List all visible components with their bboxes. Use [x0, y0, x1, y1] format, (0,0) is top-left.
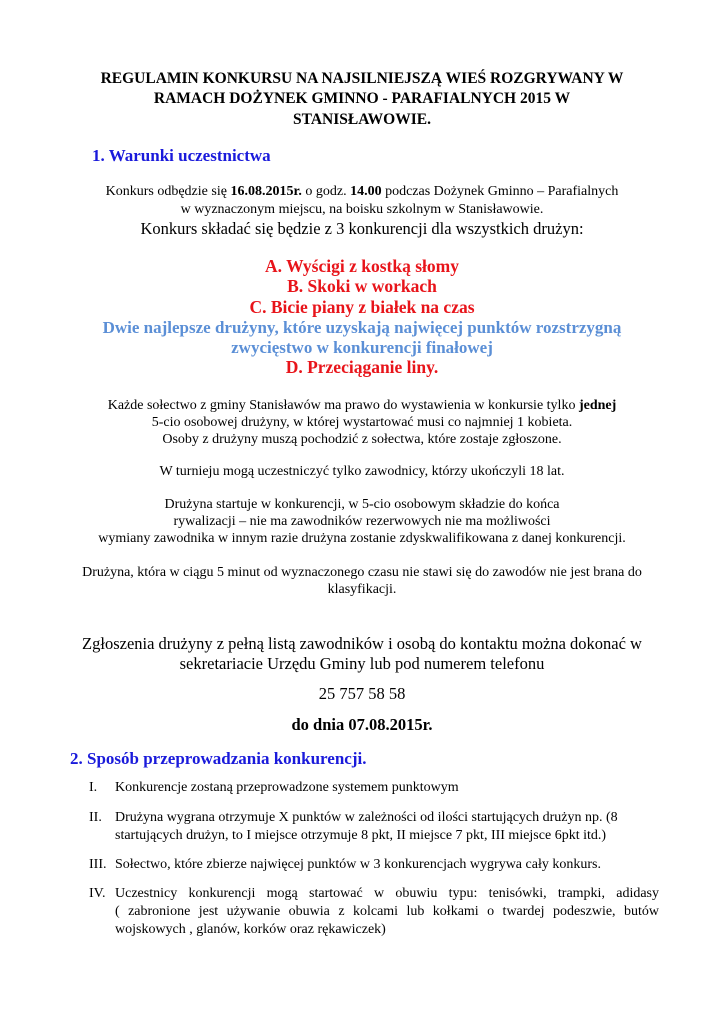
rule-3-line-2: rywalizacji – nie ma zawodników rezerwowych nie ma możliwości	[173, 514, 551, 529]
list-item-text: startujących drużyn, to I miejsce otrzymuje 8 pkt, II miejsce 7 pkt, III miejsce 6pkt itd.)	[115, 828, 607, 843]
list-item-text: Konkurencje zostaną przeprowadzone systemem punktowym	[115, 780, 459, 795]
rule-1-line-2: 5-cio osobowej drużyny, w której wystartować musi co najmniej 1 kobieta.	[151, 415, 573, 430]
intro-line-2: w wyznaczonym miejscu, na boisku szkolnym w Stanisławowie.	[180, 202, 544, 217]
document-title-line-3: STANISŁAWOWIE.	[293, 111, 431, 128]
list-item-text: ( zabronione jest używanie obuwia z kolcami lub kołkami o twardej podeszwie, butów	[115, 904, 659, 919]
list-item-text: Uczestnicy konkurencji mogą startować w obuwiu typu: tenisówki, trampki, adidasy	[115, 886, 659, 901]
registration-line-2: sekretariacie Urzędu Gminy lub pod numerem telefonu	[179, 654, 545, 673]
final-note-line-1: Dwie najlepsze drużyny, które uzyskają najwięcej punktów rozstrzygną	[102, 318, 622, 337]
intro-line-3: Konkurs składać się będzie z 3 konkurencji dla wszystkich drużyn:	[140, 219, 584, 238]
list-item-number: III.	[89, 857, 107, 872]
list-item-number: IV.	[89, 886, 106, 901]
event-date: 16.08.2015r.	[230, 184, 302, 199]
list-item	[89, 808, 659, 848]
document-title-line-2: RAMACH DOŻYNEK GMINNO - PARAFIALNYCH 2015 W	[153, 90, 571, 107]
list-item-number: II.	[89, 810, 102, 825]
deadline: do dnia 07.08.2015r.	[291, 715, 433, 734]
registration-line-1: Zgłoszenia drużyny z pełną listą zawodników i osobą do kontaktu można dokonać w	[82, 634, 642, 653]
intro-line-1: Konkurs odbędzie się 16.08.2015r. o godz. 14.00 podczas Dożynek Gminno – Parafialnych	[105, 184, 619, 199]
competition-b: B. Skoki w workach	[287, 276, 437, 296]
list-item	[89, 778, 659, 800]
rule-2: W turnieju mogą uczestniczyć tylko zawodnicy, którzy ukończyli 18 lat.	[159, 464, 565, 479]
rule-1-line-1: Każde sołectwo z gminy Stanisławów ma prawo do wystawienia w konkursie tylko jednej	[107, 398, 617, 413]
competition-c: C. Bicie piany z białek na czas	[249, 297, 475, 317]
list-item-number: I.	[89, 780, 98, 795]
rule-4-line-1: Drużyna, która w ciągu 5 minut od wyznaczonego czasu nie stawi się do zawodów nie jest brana do	[82, 565, 642, 580]
rule-3-line-3: wymiany zawodnika w innym razie drużyna zostanie zdyskwalifikowana z danej konkurencji.	[98, 531, 626, 546]
competition-d: D. Przeciąganie liny.	[285, 357, 439, 377]
rule-4-line-2: klasyfikacji.	[327, 582, 397, 597]
rule-3-line-1: Drużyna startuje w konkurencji, w 5-cio osobowym składzie do końca	[164, 497, 560, 512]
section-1-heading: 1. Warunki uczestnictwa	[92, 146, 271, 165]
list-item	[89, 884, 659, 944]
competition-a: A. Wyścigi z kostką słomy	[265, 256, 459, 276]
rule-1-line-3: Osoby z drużyny muszą pochodzić z sołectwa, które zostaje zgłoszone.	[162, 432, 562, 447]
section-2-heading: 2. Sposób przeprowadzania konkurencji.	[70, 749, 367, 768]
final-note-line-2: zwycięstwo w konkurencji finałowej	[231, 338, 493, 357]
phone-number: 25 757 58 58	[318, 684, 406, 703]
list-item-text: Sołectwo, które zbierze najwięcej punktów w 3 konkurencjach wygrywa cały konkurs.	[115, 857, 601, 872]
list-item	[89, 855, 659, 877]
document-title-line-1: REGULAMIN KONKURSU NA NAJSILNIEJSZĄ WIEŚ ROZGRYWANY W	[100, 70, 624, 87]
event-time: 14.00	[350, 184, 382, 199]
list-item-text: Drużyna wygrana otrzymuje X punktów w zależności od ilości startujących drużyn np. (8	[115, 810, 618, 825]
list-item-text: wojskowych , glanów, korków oraz rękawiczek)	[115, 922, 386, 937]
